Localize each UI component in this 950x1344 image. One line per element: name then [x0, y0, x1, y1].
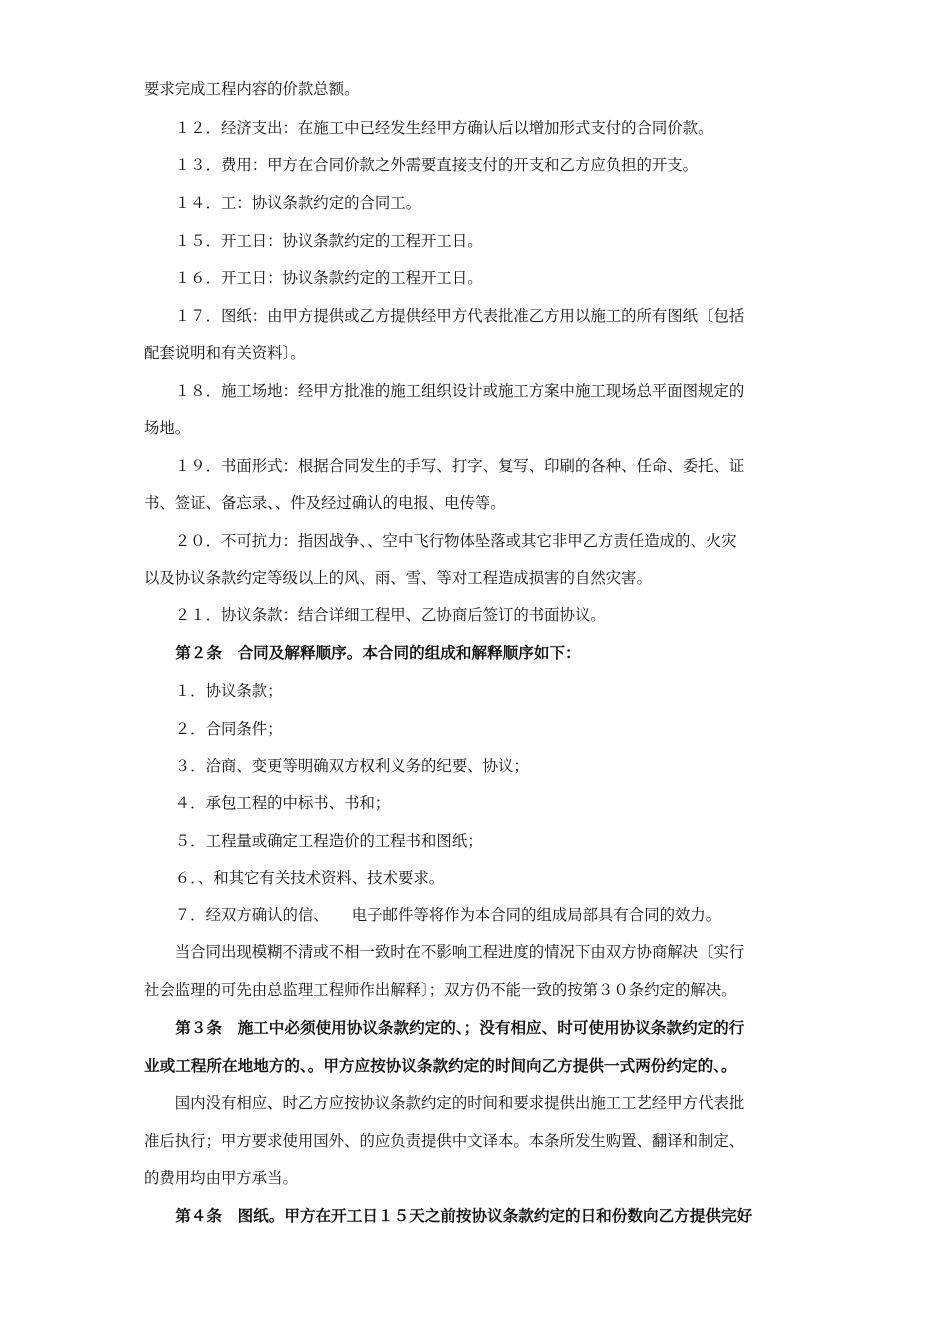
text-line: 要求完成工程内容的价款总额。 — [144, 80, 360, 98]
text-line: ２０．不可抗力：指因战争、、空中飞行物体坠落或其它非甲乙方责任造成的、火灾 — [144, 532, 737, 550]
text-line: ７．经双方确认的信、 电子邮件等将作为本合同的组成局部具有合同的效力。 — [144, 906, 722, 924]
article-heading: 业或工程所在地地方的、。甲方应按协议条款约定的时间向乙方提供一式两份约定的、。 — [144, 1056, 737, 1075]
article-heading: 第２条 合同及解释顺序。本合同的组成和解释顺序如下： — [144, 643, 581, 662]
text-line: 场地。 — [144, 419, 191, 437]
text-line: 以及协议条款约定等级以上的风、雨、雪、等对工程造成损害的自然灾害。 — [144, 569, 652, 587]
article-heading: 第３条 施工中必须使用协议条款约定的、；没有相应、时可使用协议条款约定的行 — [144, 1018, 745, 1037]
text-line: １９．书面形式：根据合同发生的手写、打字、复写、印刷的各种、任命、委托、证 — [144, 457, 745, 475]
text-line: １３．费用：甲方在合同价款之外需要直接支付的开支和乙方应负担的开支。 — [144, 156, 699, 174]
article-heading: 第４条 图纸。甲方在开工日１５天之前按协议条款约定的日和份数向乙方提供完好 — [144, 1206, 753, 1225]
text-line: ６．、和其它有关技术资料、技术要求。 — [144, 869, 445, 887]
text-line: １４．工：协议条款约定的合同工。 — [144, 194, 422, 212]
text-line: １２．经济支出：在施工中已经发生经甲方确认后以增加形式支付的合同价款。 — [144, 119, 714, 137]
text-line: １８．施工场地：经甲方批准的施工组织设计或施工方案中施工现场总平面图规定的 — [144, 382, 745, 400]
text-line: 当合同出现模糊不清或不相一致时在不影响工程进度的情况下由双方协商解决〔实行 — [144, 943, 745, 961]
text-line: １５．开工日：协议条款约定的工程开工日。 — [144, 232, 483, 250]
text-line: ５．工程量或确定工程造价的工程书和图纸； — [144, 832, 483, 850]
text-line: １．协议条款； — [144, 682, 283, 700]
text-line: 准后执行；甲方要求使用国外、的应负责提供中文译本。本条所发生购置、翻译和制定、 — [144, 1132, 745, 1150]
text-line: ２．合同条件； — [144, 720, 283, 738]
text-line: ４．承包工程的中标书、书和； — [144, 794, 391, 812]
text-line: 社会监理的可先由总监理工程师作出解释〕；双方仍不能一致的按第３０条约定的解决。 — [144, 981, 737, 999]
text-line: 书、签证、备忘录、、件及经过确认的电报、电传等。 — [144, 494, 506, 512]
text-line: ３．洽商、变更等明确双方权利义务的纪要、协议； — [144, 757, 529, 775]
text-line: 国内没有相应、时乙方应按协议条款约定的时间和要求提供出施工工艺经甲方代表批 — [144, 1094, 745, 1112]
text-line: １６．开工日：协议条款约定的工程开工日。 — [144, 269, 483, 287]
text-line: １７．图纸：由甲方提供或乙方提供经甲方代表批准乙方用以施工的所有图纸〔包括 — [144, 307, 745, 325]
text-line: 配套说明和有关资料〕。 — [144, 344, 306, 362]
text-line: ２１．协议条款：结合详细工程甲、乙协商后签订的书面协议。 — [144, 606, 606, 624]
text-line: 的费用均由甲方承当。 — [144, 1169, 298, 1187]
